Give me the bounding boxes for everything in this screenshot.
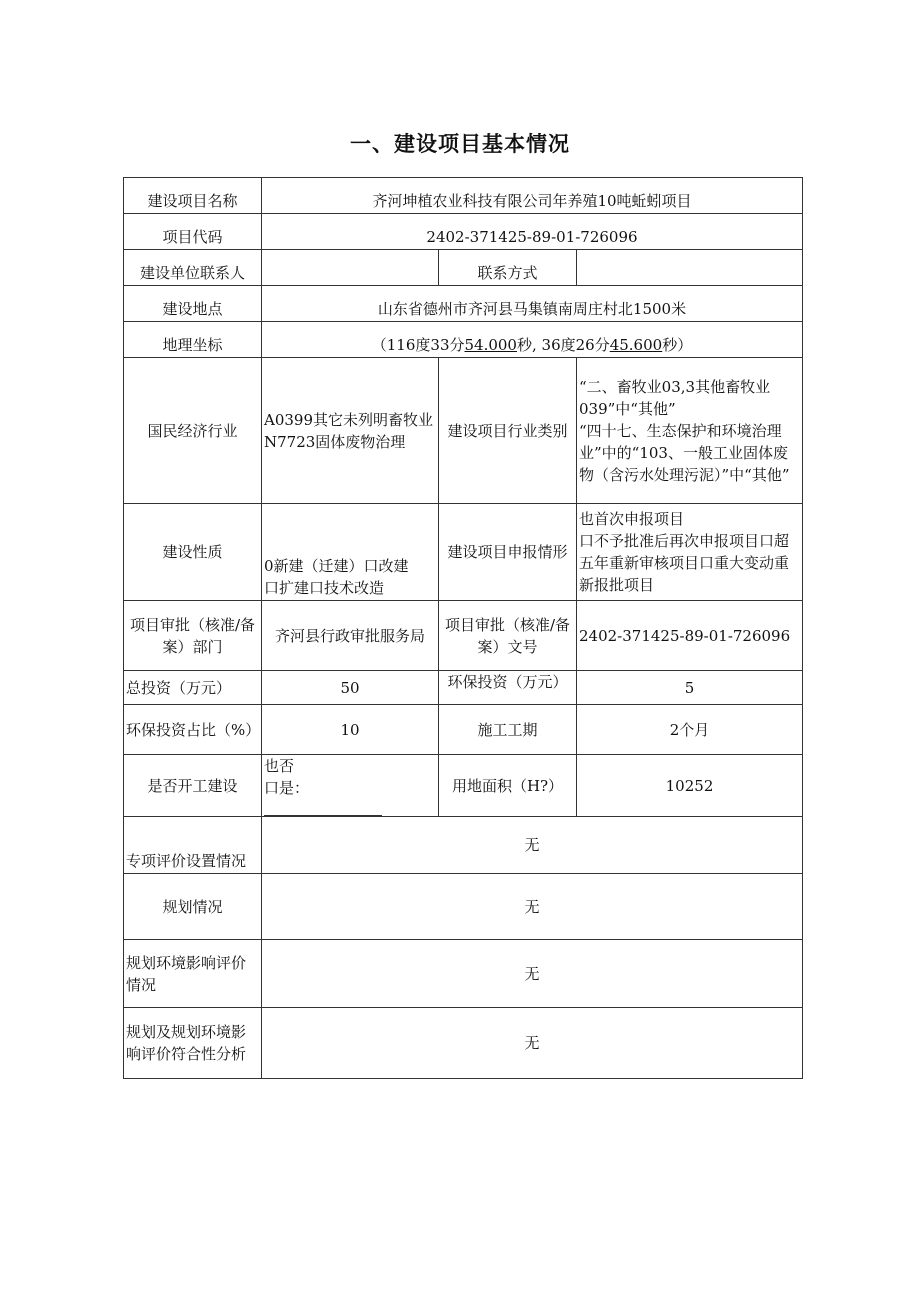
row-coordinates [124, 322, 803, 358]
special-value: 无 [262, 817, 803, 874]
coordinates-label: 地理坐标 [124, 322, 262, 358]
contact-method-label: 联系方式 [439, 250, 577, 286]
contact-method-value [577, 250, 803, 286]
planning-eia-label: 规划环境影响评价情况 [124, 940, 262, 1008]
nature-value: 0新建（迁建）口改建 口扩建口技术改造 [262, 504, 439, 601]
row-planning [124, 874, 803, 940]
period-label: 施工工期 [439, 705, 577, 755]
compliance-label: 规划及规划环境影响评价符合性分析 [124, 1008, 262, 1079]
row-special [124, 817, 803, 874]
project-code-value: 2402-371425-89-01-726096 [262, 214, 803, 250]
declare-label: 建设项目申报情形 [439, 504, 577, 601]
approval-dept-value: 齐河县行政审批服务局 [262, 601, 439, 671]
ratio-value: 10 [262, 705, 439, 755]
approval-doc-value: 2402-371425-89-01-726096 [577, 601, 803, 671]
project-info-table [123, 177, 803, 1079]
row-planning-eia [124, 940, 803, 1008]
industry-category-label: 建设项目行业类别 [439, 358, 577, 504]
page-title: 一、建设项目基本情况 [350, 132, 570, 156]
project-code-label: 项目代码 [124, 214, 262, 250]
location-value: 山东省德州市齐河县马集镇南周庄村北1500米 [262, 286, 803, 322]
compliance-value: 无 [262, 1008, 803, 1079]
period-value: 2个月 [577, 705, 803, 755]
row-ratio [124, 705, 803, 755]
planning-label: 规划情况 [124, 874, 262, 940]
area-value: 10252 [577, 755, 803, 817]
industry-category-value: “二、畜牧业03,3其他畜牧业039”中“其他” “四十七、生态保护和环境治理业”中的“103、一般工业固体废物（含污水处理污泥）”中“其他” [577, 358, 803, 504]
env-investment-value: 5 [577, 671, 803, 705]
special-label: 专项评价设置情况 [124, 817, 262, 874]
industry-label: 国民经济行业 [124, 358, 262, 504]
row-location [124, 286, 803, 322]
row-contact [124, 250, 803, 286]
row-investment [124, 671, 803, 705]
project-name-label: 建设项目名称 [124, 178, 262, 214]
row-nature [124, 504, 803, 601]
started-label: 是否开工建设 [124, 755, 262, 817]
row-project-name [124, 178, 803, 214]
planning-eia-value: 无 [262, 940, 803, 1008]
investment-label: 总投资（万元） [124, 671, 262, 705]
row-compliance [124, 1008, 803, 1079]
investment-value: 50 [262, 671, 439, 705]
planning-value: 无 [262, 874, 803, 940]
nature-label: 建设性质 [124, 504, 262, 601]
approval-doc-label: 项目审批（核准/备案）文号 [439, 601, 577, 671]
contact-value [262, 250, 439, 286]
location-label: 建设地点 [124, 286, 262, 322]
coordinates-value: （116度33分54.000秒, 36度26分45.600秒） [262, 322, 803, 358]
row-approval [124, 601, 803, 671]
ratio-label: 环保投资占比（%） [124, 705, 262, 755]
row-started [124, 755, 803, 817]
approval-dept-label: 项目审批（核准/备案）部门 [124, 601, 262, 671]
contact-label: 建设单位联系人 [124, 250, 262, 286]
started-blank-line [264, 799, 382, 816]
declare-value: 也首次申报项目 口不予批准后再次申报项目口超五年重新审核项目口重大变动重新报批项目 [577, 504, 803, 601]
env-investment-label: 环保投资（万元） [439, 671, 577, 705]
started-value: 也否 口是： [262, 755, 439, 817]
project-name-value: 齐河坤植农业科技有限公司年养殖10吨蚯蚓项目 [262, 178, 803, 214]
row-industry [124, 358, 803, 504]
row-project-code [124, 214, 803, 250]
area-label: 用地面积（H?） [439, 755, 577, 817]
industry-value: A0399其它未列明畜牧业 N7723固体废物治理 [262, 358, 439, 504]
